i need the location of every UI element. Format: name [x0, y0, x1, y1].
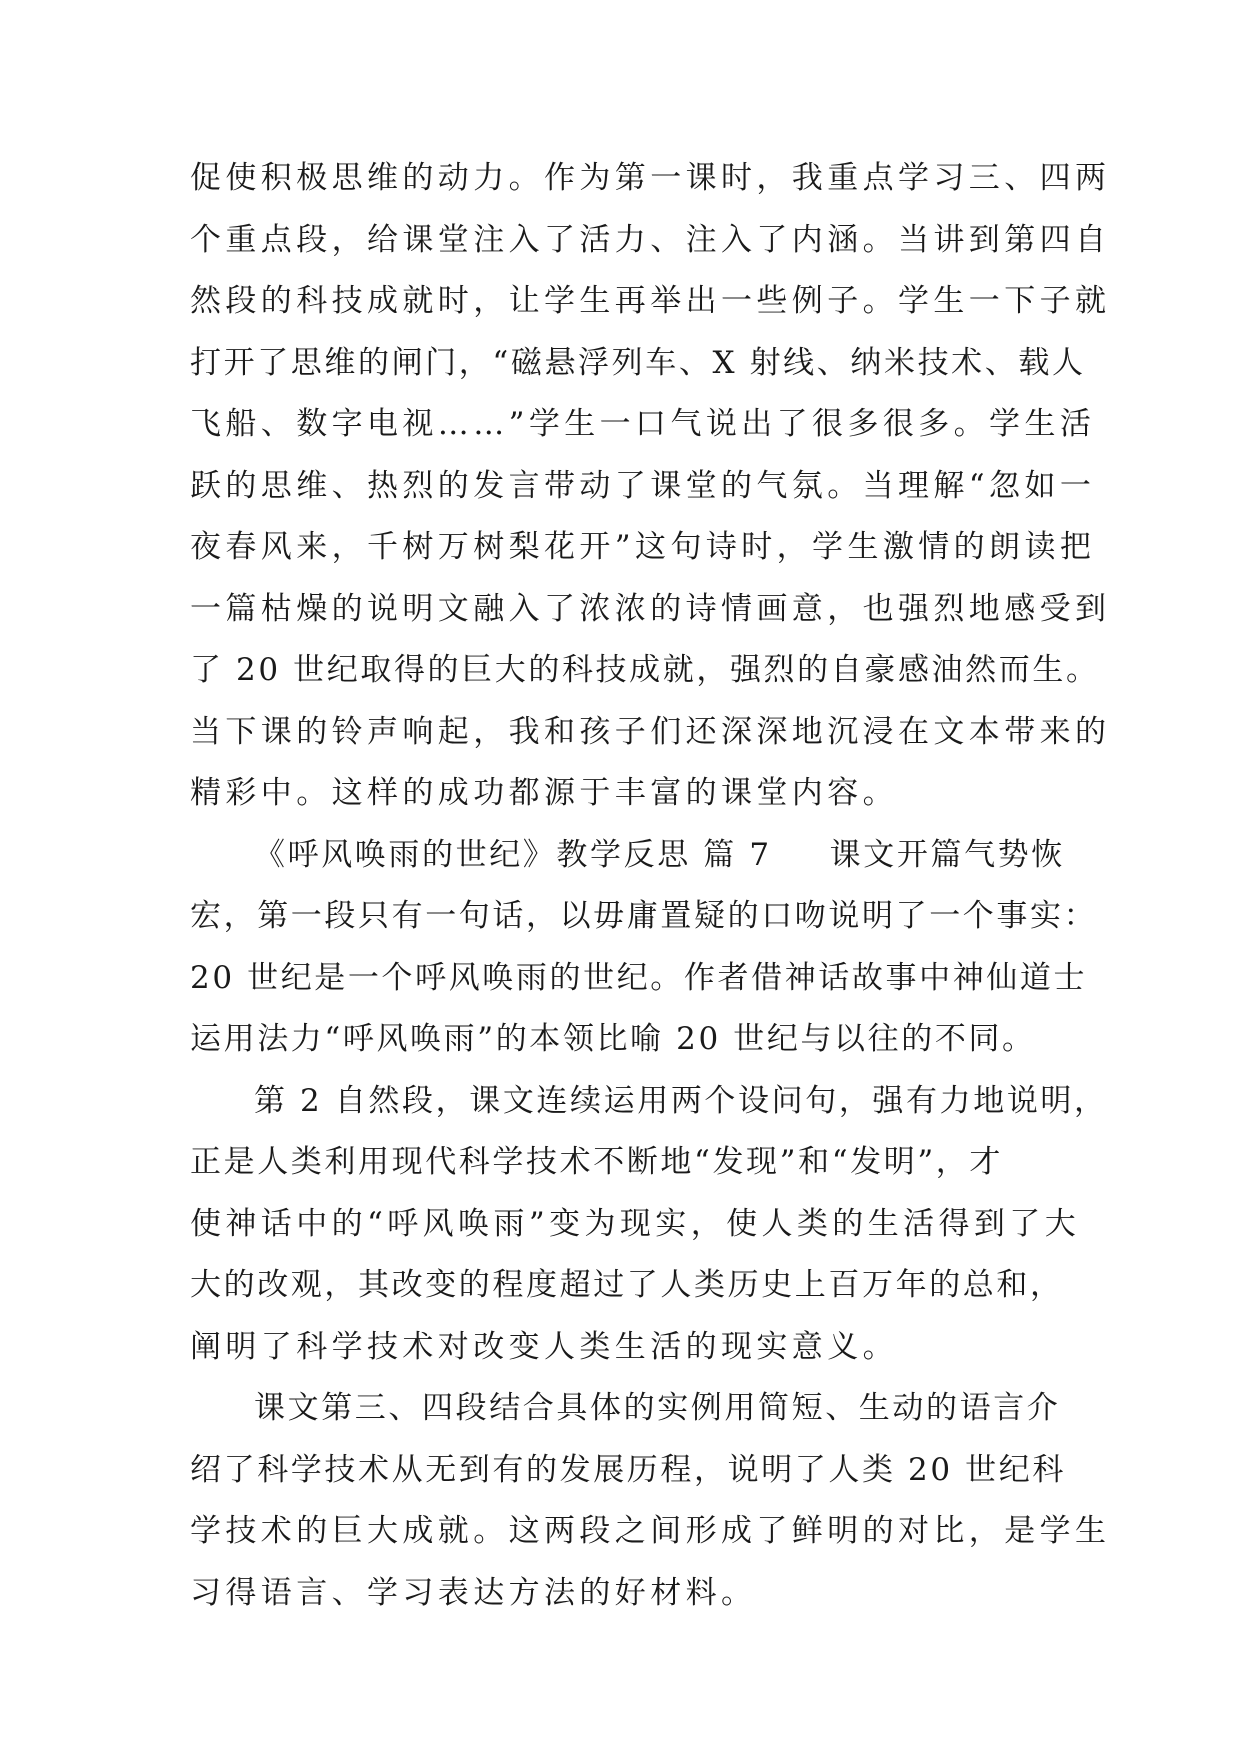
text-line: 学技术的巨大成就。这两段之间形成了鲜明的对比，是学生: [190, 1513, 1111, 1549]
text-line: 夜春风来，千树万树梨花开”这句诗时，学生激情的朗读把: [190, 529, 1096, 565]
text-line: 了 20 世纪取得的巨大的科技成就，强烈的自豪感油然而生。: [190, 652, 1100, 688]
text-line: 打开了思维的闸门，“磁悬浮列车、X 射线、纳米技术、载人: [190, 344, 1086, 381]
text-line: 绍了科学技术从无到有的发展历程，说明了人类 20 世纪科: [190, 1451, 1066, 1488]
text-line: 运用法力“呼风唤雨”的本领比喻 20 世纪与以往的不同。: [190, 1021, 1036, 1057]
text-line: 宏，第一段只有一句话，以毋庸置疑的口吻说明了一个事实：: [190, 898, 1098, 934]
text-line: 然段的科技成就时，让学生再举出一些例子。学生一下子就: [190, 283, 1111, 319]
document-page: [190, 148, 1111, 1624]
paragraph-3: [190, 1378, 1111, 1624]
section-heading-paragraph: [190, 825, 1098, 1071]
text-line: 习得语言、学习表达方法的好材料。: [190, 1574, 757, 1611]
text-line: 使神话中的“呼风唤雨”变为现实，使人类的生活得到了大: [190, 1205, 1081, 1242]
text-line: 一篇枯燥的说明文融入了浓浓的诗情画意，也强烈地感受到: [190, 590, 1111, 627]
text-line: 跃的思维、热烈的发言带动了课堂的气氛。当理解“忽如一: [190, 467, 1096, 504]
paragraph-continued: [190, 148, 1111, 825]
paragraph-2: [190, 1071, 1108, 1379]
text-line: 20 世纪是一个呼风唤雨的世纪。作者借神话故事中神仙道士: [190, 959, 1088, 996]
text-line: 飞船、数字电视……”学生一口气说出了很多很多。学生活: [190, 406, 1096, 442]
text-line: 课文第三、四段结合具体的实例用简短、生动的语言介: [254, 1390, 1061, 1426]
section-heading-title: 《呼风唤雨的世纪》教学反思: [254, 836, 691, 873]
text-line: 阐明了科学技术对改变人类生活的现实意义。: [190, 1328, 898, 1365]
text-line: 正是人类利用现代科学技术不断地“发现”和“发明”，才: [190, 1144, 1003, 1180]
text-line: 第 2 自然段，课文连续运用两个设问句，强有力地说明，: [254, 1082, 1108, 1119]
text-line: 大的改观，其改变的程度超过了人类历史上百万年的总和，: [190, 1267, 1064, 1303]
section-heading-line: [190, 825, 1070, 887]
text-line: 个重点段，给课堂注入了活力、注入了内涵。当讲到第四自: [190, 221, 1111, 258]
section-heading-part: 篇 7: [703, 836, 772, 873]
text-line: 促使积极思维的动力。作为第一课时，我重点学习三、四两: [190, 160, 1111, 196]
text-line: 精彩中。这样的成功都源于丰富的课堂内容。: [190, 775, 898, 811]
heading-paragraph-start: 课文开篇气势恢: [829, 836, 1065, 873]
text-line: 当下课的铃声响起，我和孩子们还深深地沉浸在文本带来的: [190, 713, 1111, 750]
